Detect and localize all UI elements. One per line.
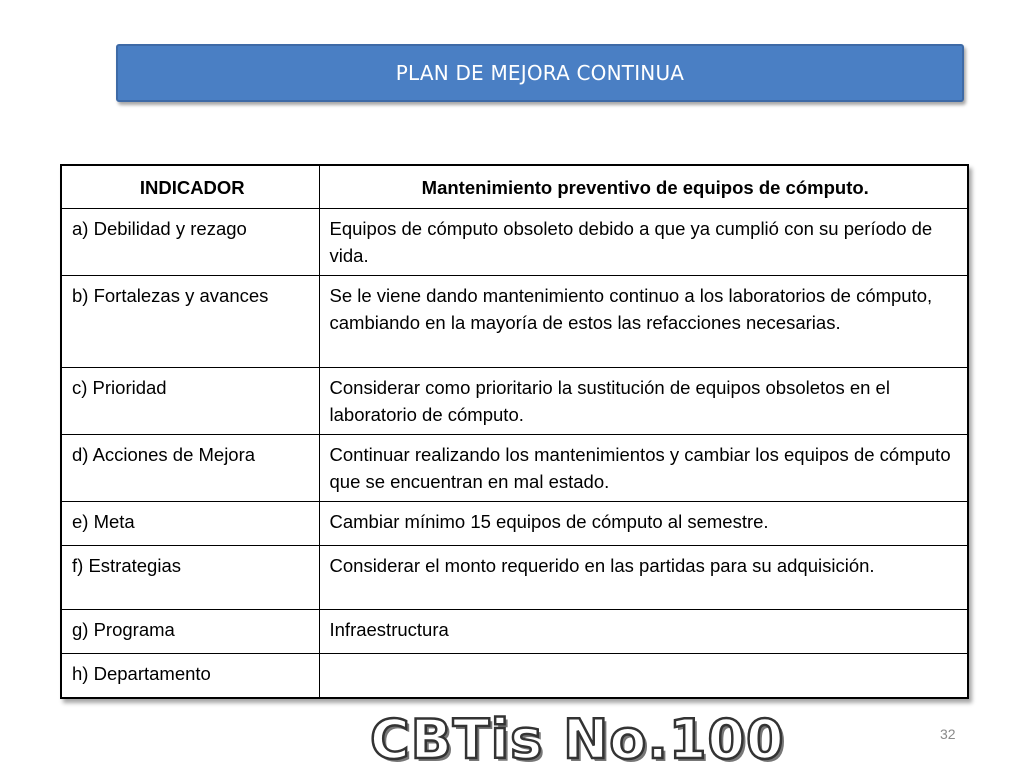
page-number: 32 [940,726,956,742]
indicator-cell: e) Meta [61,502,319,546]
description-cell: Considerar el monto requerido en las partidas para su adquisición. [319,546,968,610]
slide-title-box [116,44,964,102]
indicator-cell: a) Debilidad y rezago [61,209,319,276]
table-row [61,276,968,368]
table-row [61,546,968,610]
table-row [61,610,968,654]
slide-title: PLAN DE MEJORA CONTINUA [395,61,685,85]
description-cell: Cambiar mínimo 15 equipos de cómputo al semestre. [319,502,968,546]
description-cell: Considerar como prioritario la sustitución de equipos obsoletos en el laboratorio de cómputo. [319,368,968,435]
table-header-row [61,165,968,209]
description-cell: Infraestructura [319,610,968,654]
header-indicator: INDICADOR [61,165,319,209]
plan-table [60,164,969,699]
description-cell: Continuar realizando los mantenimientos y cambiar los equipos de cómputo que se encuentran en mal estado. [319,435,968,502]
indicator-cell: g) Programa [61,610,319,654]
indicator-cell: b) Fortalezas y avances [61,276,319,368]
description-cell [319,654,968,698]
indicator-cell: d) Acciones de Mejora [61,435,319,502]
description-cell: Equipos de cómputo obsoleto debido a que ya cumplió con su período de vida. [319,209,968,276]
table-row [61,502,968,546]
indicator-cell: f) Estrategias [61,546,319,610]
school-logo-text: CBTis No.100 [370,708,785,771]
indicator-cell: h) Departamento [61,654,319,698]
header-topic: Mantenimiento preventivo de equipos de cómputo. [319,165,968,209]
table-row [61,435,968,502]
description-cell: Se le viene dando mantenimiento continuo a los laboratorios de cómputo, cambiando en la mayoría de estos las refacciones necesarias. [319,276,968,368]
table-row [61,368,968,435]
table-row [61,654,968,698]
table-row [61,209,968,276]
indicator-cell: c) Prioridad [61,368,319,435]
